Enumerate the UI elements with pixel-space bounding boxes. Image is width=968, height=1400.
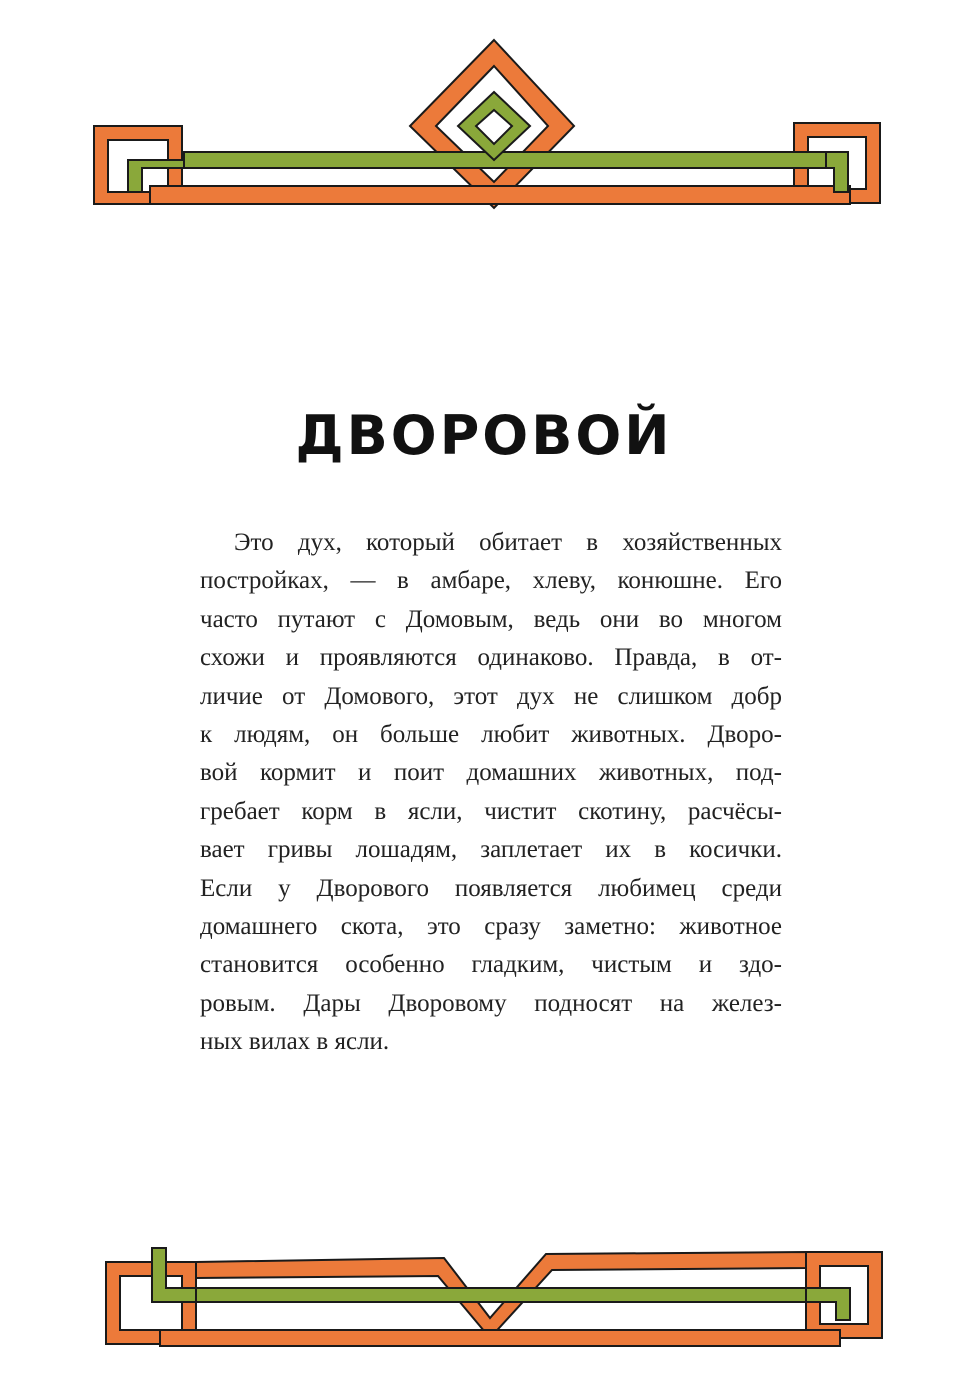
paragraph-line: гребает корм в ясли, чистит скотину, расчёсы- (200, 797, 782, 825)
paragraph-line: ных вилах в ясли. (200, 1028, 390, 1056)
paragraph-line: личие от Домового, этот дух не слишком добр (200, 682, 782, 710)
paragraph-line: Если у Дворового появляется любимец среди (200, 874, 782, 902)
paragraph-line: часто путают с Домовым, ведь они во многом (200, 605, 782, 633)
paragraph-line: ровым. Дары Дворовому подносят на желез- (200, 989, 782, 1017)
top-ornament (0, 30, 968, 220)
paragraph-line: схожи и проявляются одинаково. Правда, в от- (200, 644, 782, 672)
paragraph-line: вает гривы лошадям, заплетает их в косички. (200, 836, 782, 864)
paragraph-line: Это дух, который обитает в хозяйственных (234, 529, 782, 556)
body-paragraph (200, 524, 782, 1061)
paragraph-line: постройках, — в амбаре, хлеву, конюшне. Его (200, 567, 782, 595)
page-title: ДВОРОВОЙ (295, 404, 673, 467)
bottom-ornament (0, 1240, 968, 1360)
paragraph-line: становится особенно гладким, чистым и здо- (200, 951, 782, 979)
paragraph-line: к людям, он больше любит животных. Дворо- (200, 720, 782, 748)
paragraph-line: домашнего скота, это сразу заметно: животное (200, 912, 782, 940)
paragraph-line: вой кормит и поит домашних животных, под- (200, 759, 782, 787)
